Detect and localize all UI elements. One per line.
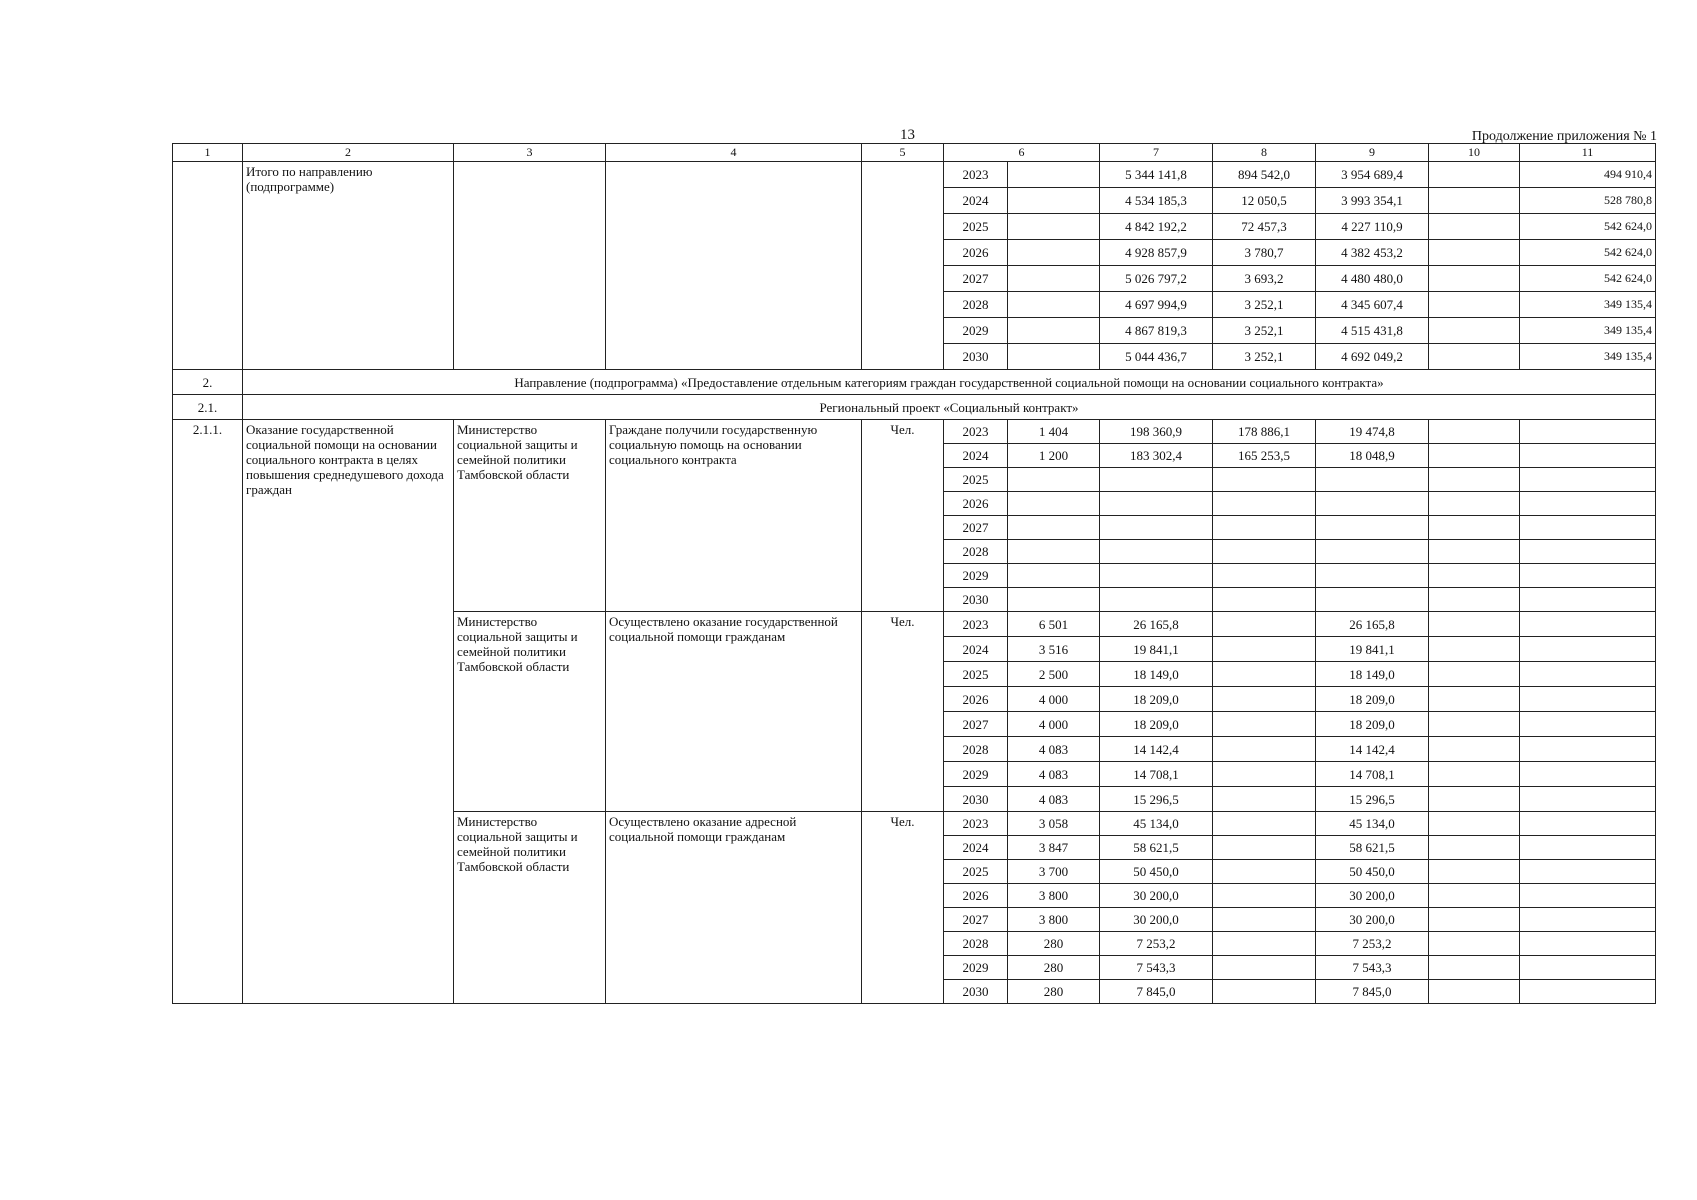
col6-cell bbox=[1008, 540, 1100, 564]
col8-cell: 894 542,0 bbox=[1213, 162, 1316, 188]
executor-cell: Министерство социальной защиты и семейной политики Тамбовской области bbox=[454, 812, 606, 1004]
section-number: 2. bbox=[173, 370, 243, 395]
col11-cell: 349 135,4 bbox=[1520, 318, 1656, 344]
col7-cell: 7 845,0 bbox=[1100, 980, 1213, 1004]
col8-cell: 12 050,5 bbox=[1213, 188, 1316, 214]
col6-cell: 3 800 bbox=[1008, 884, 1100, 908]
col11-cell bbox=[1520, 956, 1656, 980]
year-cell: 2030 bbox=[944, 787, 1008, 812]
col9-cell bbox=[1316, 564, 1429, 588]
col8-cell bbox=[1213, 687, 1316, 712]
col9-cell bbox=[1316, 516, 1429, 540]
col8-cell bbox=[1213, 980, 1316, 1004]
year-cell: 2024 bbox=[944, 444, 1008, 468]
col6-cell: 3 516 bbox=[1008, 637, 1100, 662]
col6-cell bbox=[1008, 214, 1100, 240]
col11-cell bbox=[1520, 860, 1656, 884]
section-title: Региональный проект «Социальный контракт» bbox=[243, 395, 1656, 420]
col9-cell: 7 845,0 bbox=[1316, 980, 1429, 1004]
col7-cell: 7 543,3 bbox=[1100, 956, 1213, 980]
col10-cell bbox=[1429, 214, 1520, 240]
year-cell: 2028 bbox=[944, 540, 1008, 564]
unit-cell: Чел. bbox=[862, 612, 944, 812]
result-cell: Осуществлено оказание адресной социальной помощи гражданам bbox=[606, 812, 862, 1004]
col6-cell bbox=[1008, 188, 1100, 214]
col8-cell: 178 886,1 bbox=[1213, 420, 1316, 444]
col-header-3: 3 bbox=[454, 144, 606, 162]
col11-cell: 349 135,4 bbox=[1520, 344, 1656, 370]
col9-cell bbox=[1316, 468, 1429, 492]
col10-cell bbox=[1429, 737, 1520, 762]
col10-cell bbox=[1429, 956, 1520, 980]
col7-cell bbox=[1100, 468, 1213, 492]
col6-cell bbox=[1008, 588, 1100, 612]
col10-cell bbox=[1429, 588, 1520, 612]
col6-cell bbox=[1008, 318, 1100, 344]
col-header-7: 7 bbox=[1100, 144, 1213, 162]
col7-cell: 183 302,4 bbox=[1100, 444, 1213, 468]
col10-cell bbox=[1429, 564, 1520, 588]
col9-cell: 18 209,0 bbox=[1316, 687, 1429, 712]
col8-cell: 3 252,1 bbox=[1213, 344, 1316, 370]
col11-cell bbox=[1520, 444, 1656, 468]
table-row bbox=[173, 162, 1656, 188]
col9-cell: 4 692 049,2 bbox=[1316, 344, 1429, 370]
col8-cell: 3 780,7 bbox=[1213, 240, 1316, 266]
col10-cell bbox=[1429, 812, 1520, 836]
col8-cell bbox=[1213, 516, 1316, 540]
col7-cell bbox=[1100, 492, 1213, 516]
col-header-5: 5 bbox=[862, 144, 944, 162]
col10-cell bbox=[1429, 932, 1520, 956]
col10-cell bbox=[1429, 516, 1520, 540]
year-cell: 2026 bbox=[944, 687, 1008, 712]
col10-cell bbox=[1429, 188, 1520, 214]
col9-cell: 50 450,0 bbox=[1316, 860, 1429, 884]
col9-cell: 30 200,0 bbox=[1316, 884, 1429, 908]
col7-cell: 26 165,8 bbox=[1100, 612, 1213, 637]
year-cell: 2027 bbox=[944, 908, 1008, 932]
year-cell: 2027 bbox=[944, 712, 1008, 737]
year-cell: 2029 bbox=[944, 564, 1008, 588]
col11-cell: 542 624,0 bbox=[1520, 214, 1656, 240]
col9-cell: 18 209,0 bbox=[1316, 712, 1429, 737]
col11-cell bbox=[1520, 836, 1656, 860]
col7-cell: 30 200,0 bbox=[1100, 908, 1213, 932]
year-cell: 2024 bbox=[944, 836, 1008, 860]
col8-cell bbox=[1213, 637, 1316, 662]
col10-cell bbox=[1429, 687, 1520, 712]
col9-cell: 19 841,1 bbox=[1316, 637, 1429, 662]
col9-cell: 4 345 607,4 bbox=[1316, 292, 1429, 318]
col8-cell: 3 252,1 bbox=[1213, 292, 1316, 318]
col11-cell: 542 624,0 bbox=[1520, 266, 1656, 292]
col9-cell: 14 142,4 bbox=[1316, 737, 1429, 762]
year-cell: 2023 bbox=[944, 162, 1008, 188]
col9-cell bbox=[1316, 588, 1429, 612]
col10-cell bbox=[1429, 612, 1520, 637]
total-col5 bbox=[862, 162, 944, 370]
col11-cell bbox=[1520, 564, 1656, 588]
col10-cell bbox=[1429, 240, 1520, 266]
col7-cell: 4 867 819,3 bbox=[1100, 318, 1213, 344]
col7-cell: 4 842 192,2 bbox=[1100, 214, 1213, 240]
col9-cell: 45 134,0 bbox=[1316, 812, 1429, 836]
col9-cell: 18 149,0 bbox=[1316, 662, 1429, 687]
total-col3 bbox=[454, 162, 606, 370]
col-header-2: 2 bbox=[243, 144, 454, 162]
col6-cell bbox=[1008, 468, 1100, 492]
year-cell: 2029 bbox=[944, 956, 1008, 980]
col11-cell: 349 135,4 bbox=[1520, 292, 1656, 318]
col8-cell bbox=[1213, 737, 1316, 762]
budget-table bbox=[172, 143, 1656, 1004]
year-cell: 2026 bbox=[944, 884, 1008, 908]
year-cell: 2030 bbox=[944, 980, 1008, 1004]
col10-cell bbox=[1429, 420, 1520, 444]
col8-cell bbox=[1213, 787, 1316, 812]
col9-cell: 7 253,2 bbox=[1316, 932, 1429, 956]
col7-cell: 198 360,9 bbox=[1100, 420, 1213, 444]
col11-cell bbox=[1520, 908, 1656, 932]
total-label: Итого по направлению (подпрограмме) bbox=[243, 162, 454, 370]
col6-cell bbox=[1008, 516, 1100, 540]
col8-cell bbox=[1213, 884, 1316, 908]
col7-cell: 5 044 436,7 bbox=[1100, 344, 1213, 370]
col6-cell: 3 800 bbox=[1008, 908, 1100, 932]
col11-cell bbox=[1520, 492, 1656, 516]
col-header-9: 9 bbox=[1316, 144, 1429, 162]
col-header-11: 11 bbox=[1520, 144, 1656, 162]
col6-cell bbox=[1008, 564, 1100, 588]
year-cell: 2024 bbox=[944, 637, 1008, 662]
col11-cell bbox=[1520, 420, 1656, 444]
col6-cell: 1 200 bbox=[1008, 444, 1100, 468]
col7-cell: 14 708,1 bbox=[1100, 762, 1213, 787]
col10-cell bbox=[1429, 344, 1520, 370]
col11-cell bbox=[1520, 812, 1656, 836]
col9-cell: 4 515 431,8 bbox=[1316, 318, 1429, 344]
col7-cell: 4 928 857,9 bbox=[1100, 240, 1213, 266]
col-header-10: 10 bbox=[1429, 144, 1520, 162]
col7-cell: 18 149,0 bbox=[1100, 662, 1213, 687]
col9-cell: 58 621,5 bbox=[1316, 836, 1429, 860]
year-cell: 2027 bbox=[944, 516, 1008, 540]
col10-cell bbox=[1429, 492, 1520, 516]
year-cell: 2023 bbox=[944, 612, 1008, 637]
col8-cell bbox=[1213, 836, 1316, 860]
year-cell: 2025 bbox=[944, 860, 1008, 884]
col11-cell: 542 624,0 bbox=[1520, 240, 1656, 266]
col10-cell bbox=[1429, 884, 1520, 908]
col6-cell bbox=[1008, 492, 1100, 516]
col8-cell bbox=[1213, 662, 1316, 687]
section-number: 2.1. bbox=[173, 395, 243, 420]
col6-cell: 2 500 bbox=[1008, 662, 1100, 687]
col11-cell bbox=[1520, 662, 1656, 687]
year-cell: 2024 bbox=[944, 188, 1008, 214]
col8-cell: 3 693,2 bbox=[1213, 266, 1316, 292]
result-cell: Граждане получили государственную социальную помощь на основании социального контракта bbox=[606, 420, 862, 612]
col11-cell bbox=[1520, 687, 1656, 712]
year-cell: 2030 bbox=[944, 588, 1008, 612]
year-cell: 2028 bbox=[944, 737, 1008, 762]
col7-cell: 18 209,0 bbox=[1100, 687, 1213, 712]
col10-cell bbox=[1429, 468, 1520, 492]
col8-cell bbox=[1213, 540, 1316, 564]
col10-cell bbox=[1429, 444, 1520, 468]
col8-cell bbox=[1213, 956, 1316, 980]
total-col4 bbox=[606, 162, 862, 370]
col6-cell: 280 bbox=[1008, 980, 1100, 1004]
col6-cell bbox=[1008, 344, 1100, 370]
col9-cell: 3 993 354,1 bbox=[1316, 188, 1429, 214]
col7-cell: 5 344 141,8 bbox=[1100, 162, 1213, 188]
col8-cell bbox=[1213, 492, 1316, 516]
year-cell: 2025 bbox=[944, 662, 1008, 687]
col7-cell: 5 026 797,2 bbox=[1100, 266, 1213, 292]
col9-cell: 7 543,3 bbox=[1316, 956, 1429, 980]
col9-cell: 15 296,5 bbox=[1316, 787, 1429, 812]
col8-cell bbox=[1213, 712, 1316, 737]
col8-cell bbox=[1213, 468, 1316, 492]
col9-cell bbox=[1316, 492, 1429, 516]
col7-cell bbox=[1100, 564, 1213, 588]
col11-cell bbox=[1520, 980, 1656, 1004]
col10-cell bbox=[1429, 712, 1520, 737]
col10-cell bbox=[1429, 292, 1520, 318]
col6-cell bbox=[1008, 266, 1100, 292]
col10-cell bbox=[1429, 762, 1520, 787]
col6-cell: 280 bbox=[1008, 956, 1100, 980]
col11-cell: 528 780,8 bbox=[1520, 188, 1656, 214]
col11-cell bbox=[1520, 737, 1656, 762]
col8-cell bbox=[1213, 908, 1316, 932]
col11-cell bbox=[1520, 932, 1656, 956]
col7-cell: 19 841,1 bbox=[1100, 637, 1213, 662]
col7-cell bbox=[1100, 588, 1213, 612]
col8-cell bbox=[1213, 612, 1316, 637]
result-cell: Осуществлено оказание государственной социальной помощи гражданам bbox=[606, 612, 862, 812]
col8-cell: 3 252,1 bbox=[1213, 318, 1316, 344]
col9-cell: 14 708,1 bbox=[1316, 762, 1429, 787]
col8-cell: 72 457,3 bbox=[1213, 214, 1316, 240]
col6-cell: 4 083 bbox=[1008, 737, 1100, 762]
col9-cell bbox=[1316, 540, 1429, 564]
col7-cell: 4 534 185,3 bbox=[1100, 188, 1213, 214]
year-cell: 2027 bbox=[944, 266, 1008, 292]
col10-cell bbox=[1429, 980, 1520, 1004]
col6-cell: 3 058 bbox=[1008, 812, 1100, 836]
column-numbers-row bbox=[173, 144, 1656, 162]
col10-cell bbox=[1429, 637, 1520, 662]
col9-cell: 4 382 453,2 bbox=[1316, 240, 1429, 266]
col11-cell bbox=[1520, 637, 1656, 662]
col10-cell bbox=[1429, 787, 1520, 812]
col6-cell: 3 700 bbox=[1008, 860, 1100, 884]
col6-cell: 4 000 bbox=[1008, 687, 1100, 712]
col7-cell bbox=[1100, 516, 1213, 540]
col11-cell bbox=[1520, 612, 1656, 637]
col8-cell bbox=[1213, 588, 1316, 612]
col7-cell: 7 253,2 bbox=[1100, 932, 1213, 956]
col6-cell: 4 083 bbox=[1008, 762, 1100, 787]
col10-cell bbox=[1429, 318, 1520, 344]
unit-cell: Чел. bbox=[862, 420, 944, 612]
col-header-1: 1 bbox=[173, 144, 243, 162]
year-cell: 2028 bbox=[944, 292, 1008, 318]
col11-cell bbox=[1520, 468, 1656, 492]
col8-cell bbox=[1213, 860, 1316, 884]
col7-cell: 45 134,0 bbox=[1100, 812, 1213, 836]
col7-cell bbox=[1100, 540, 1213, 564]
year-cell: 2029 bbox=[944, 318, 1008, 344]
col6-cell bbox=[1008, 162, 1100, 188]
col11-cell bbox=[1520, 588, 1656, 612]
col9-cell: 30 200,0 bbox=[1316, 908, 1429, 932]
col10-cell bbox=[1429, 540, 1520, 564]
col7-cell: 18 209,0 bbox=[1100, 712, 1213, 737]
section-title: Направление (подпрограмма) «Предоставление отдельным категориям граждан государственной социальной помощи на основании социального контракта» bbox=[243, 370, 1656, 395]
col7-cell: 4 697 994,9 bbox=[1100, 292, 1213, 318]
table-row bbox=[173, 420, 1656, 444]
col6-cell: 4 083 bbox=[1008, 787, 1100, 812]
col-header-4: 4 bbox=[606, 144, 862, 162]
col6-cell: 6 501 bbox=[1008, 612, 1100, 637]
section-2-row bbox=[173, 370, 1656, 395]
year-cell: 2026 bbox=[944, 240, 1008, 266]
year-cell: 2028 bbox=[944, 932, 1008, 956]
year-cell: 2023 bbox=[944, 812, 1008, 836]
col7-cell: 15 296,5 bbox=[1100, 787, 1213, 812]
year-cell: 2025 bbox=[944, 468, 1008, 492]
col9-cell: 26 165,8 bbox=[1316, 612, 1429, 637]
col11-cell bbox=[1520, 712, 1656, 737]
col9-cell: 3 954 689,4 bbox=[1316, 162, 1429, 188]
col6-cell: 280 bbox=[1008, 932, 1100, 956]
col8-cell bbox=[1213, 564, 1316, 588]
col7-cell: 50 450,0 bbox=[1100, 860, 1213, 884]
col7-cell: 14 142,4 bbox=[1100, 737, 1213, 762]
col11-cell bbox=[1520, 540, 1656, 564]
col9-cell: 4 480 480,0 bbox=[1316, 266, 1429, 292]
year-cell: 2023 bbox=[944, 420, 1008, 444]
col6-cell bbox=[1008, 292, 1100, 318]
col7-cell: 58 621,5 bbox=[1100, 836, 1213, 860]
item-title: Оказание государственной социальной помощи на основании социального контракта в целях повышения среднедушевого дохода граждан bbox=[243, 420, 454, 1004]
year-cell: 2030 bbox=[944, 344, 1008, 370]
table-body bbox=[173, 162, 1656, 1004]
col9-cell: 18 048,9 bbox=[1316, 444, 1429, 468]
col6-cell: 4 000 bbox=[1008, 712, 1100, 737]
col10-cell bbox=[1429, 662, 1520, 687]
col11-cell bbox=[1520, 516, 1656, 540]
page-number: 13 bbox=[900, 127, 915, 143]
executor-cell: Министерство социальной защиты и семейной политики Тамбовской области bbox=[454, 612, 606, 812]
col9-cell: 19 474,8 bbox=[1316, 420, 1429, 444]
col8-cell bbox=[1213, 762, 1316, 787]
col-header-6: 6 bbox=[944, 144, 1100, 162]
col7-cell: 30 200,0 bbox=[1100, 884, 1213, 908]
executor-cell: Министерство социальной защиты и семейной политики Тамбовской области bbox=[454, 420, 606, 612]
col11-cell bbox=[1520, 787, 1656, 812]
year-cell: 2026 bbox=[944, 492, 1008, 516]
col11-cell bbox=[1520, 762, 1656, 787]
col10-cell bbox=[1429, 266, 1520, 292]
col10-cell bbox=[1429, 162, 1520, 188]
total-number-cell bbox=[173, 162, 243, 370]
unit-cell: Чел. bbox=[862, 812, 944, 1004]
col10-cell bbox=[1429, 860, 1520, 884]
section-2-1-row bbox=[173, 395, 1656, 420]
col8-cell bbox=[1213, 812, 1316, 836]
col10-cell bbox=[1429, 836, 1520, 860]
col8-cell bbox=[1213, 932, 1316, 956]
col6-cell: 1 404 bbox=[1008, 420, 1100, 444]
col8-cell: 165 253,5 bbox=[1213, 444, 1316, 468]
col6-cell: 3 847 bbox=[1008, 836, 1100, 860]
item-number: 2.1.1. bbox=[173, 420, 243, 1004]
year-cell: 2029 bbox=[944, 762, 1008, 787]
col11-cell: 494 910,4 bbox=[1520, 162, 1656, 188]
col6-cell bbox=[1008, 240, 1100, 266]
year-cell: 2025 bbox=[944, 214, 1008, 240]
col10-cell bbox=[1429, 908, 1520, 932]
col11-cell bbox=[1520, 884, 1656, 908]
col-header-8: 8 bbox=[1213, 144, 1316, 162]
appendix-note: Продолжение приложения № 1 bbox=[1471, 129, 1657, 144]
col9-cell: 4 227 110,9 bbox=[1316, 214, 1429, 240]
